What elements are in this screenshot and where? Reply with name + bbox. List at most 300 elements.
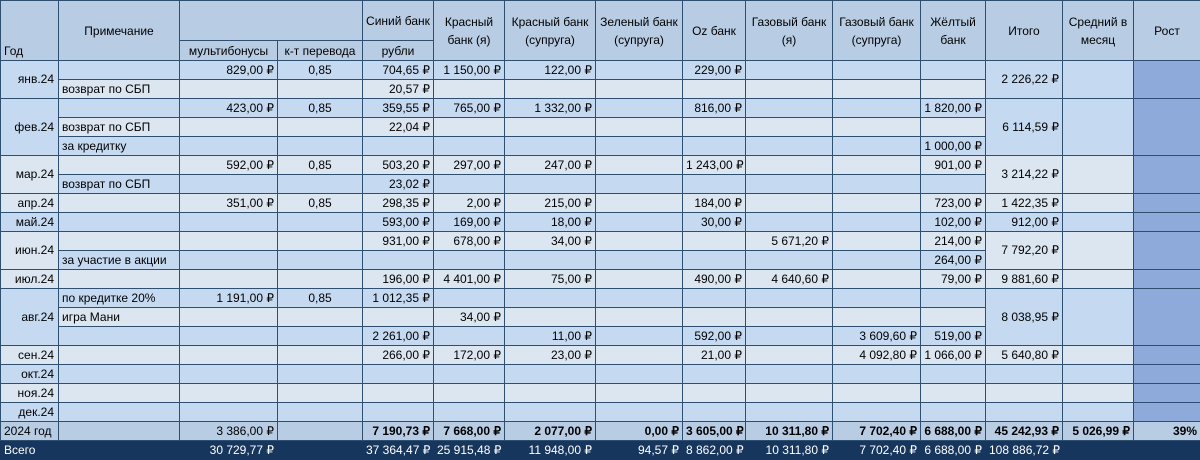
cell[interactable] [180, 346, 278, 365]
cell[interactable] [746, 308, 833, 327]
cell[interactable]: 592,00 ₽ [180, 156, 278, 175]
cell[interactable] [683, 403, 746, 422]
cell[interactable]: 723,00 ₽ [921, 194, 986, 213]
cell[interactable]: 765,00 ₽ [434, 99, 505, 118]
cell[interactable] [986, 403, 1063, 422]
cell[interactable] [434, 118, 505, 137]
header-green-spouse[interactable]: Зеленый банк (супруга) [596, 1, 683, 61]
cell[interactable] [833, 80, 921, 99]
cell[interactable]: 519,00 ₽ [921, 327, 986, 346]
cell[interactable] [278, 232, 363, 251]
cell[interactable] [1063, 441, 1134, 460]
cell[interactable] [596, 80, 683, 99]
note-cell[interactable]: за участие в акции [59, 251, 180, 270]
cell[interactable]: 2,00 ₽ [434, 194, 505, 213]
cell[interactable] [746, 118, 833, 137]
cell[interactable] [833, 118, 921, 137]
cell[interactable] [180, 403, 278, 422]
cell[interactable] [921, 365, 986, 384]
cell[interactable]: 23,02 ₽ [363, 175, 434, 194]
cell[interactable] [596, 251, 683, 270]
cell[interactable]: 34,00 ₽ [434, 308, 505, 327]
cell[interactable] [596, 365, 683, 384]
cell[interactable] [505, 118, 596, 137]
cell[interactable] [278, 346, 363, 365]
cell[interactable] [746, 403, 833, 422]
cell[interactable] [59, 99, 180, 118]
year-yellow[interactable]: 6 688,00 ₽ [921, 422, 986, 441]
cell[interactable] [1063, 232, 1134, 270]
header-note[interactable]: Примечание [59, 1, 180, 61]
total-cell[interactable]: 3 214,22 ₽ [986, 156, 1063, 194]
cell[interactable]: 351,00 ₽ [180, 194, 278, 213]
total-red-spouse[interactable]: 11 948,00 ₽ [505, 441, 596, 460]
cell[interactable] [434, 384, 505, 403]
cell[interactable]: 1 243,00 ₽ [683, 156, 746, 175]
cell[interactable] [833, 403, 921, 422]
cell[interactable]: 0,85 [278, 61, 363, 80]
cell[interactable] [180, 308, 278, 327]
cell[interactable] [278, 213, 363, 232]
growth-cell[interactable] [1134, 156, 1200, 194]
cell[interactable] [833, 384, 921, 403]
note-cell[interactable]: возврат по СБП [59, 175, 180, 194]
cell[interactable] [921, 384, 986, 403]
cell[interactable] [833, 365, 921, 384]
year-avg[interactable]: 5 026,99 ₽ [1063, 422, 1134, 441]
cell[interactable] [505, 175, 596, 194]
cell[interactable]: 829,00 ₽ [180, 61, 278, 80]
cell[interactable]: 592,00 ₽ [683, 327, 746, 346]
year-green[interactable]: 0,00 ₽ [596, 422, 683, 441]
cell[interactable] [434, 365, 505, 384]
cell[interactable] [505, 384, 596, 403]
cell[interactable]: 22,04 ₽ [363, 118, 434, 137]
cell[interactable] [833, 270, 921, 289]
cell[interactable] [596, 194, 683, 213]
cell[interactable] [596, 213, 683, 232]
cell[interactable] [746, 384, 833, 403]
month-cell[interactable]: фев.24 [1, 99, 59, 156]
cell[interactable]: 21,00 ₽ [683, 346, 746, 365]
cell[interactable] [180, 270, 278, 289]
month-cell[interactable]: дек.24 [1, 403, 59, 422]
cell[interactable] [180, 213, 278, 232]
cell[interactable]: 490,00 ₽ [683, 270, 746, 289]
cell[interactable] [746, 99, 833, 118]
cell[interactable] [921, 118, 986, 137]
cell[interactable] [278, 137, 363, 156]
cell[interactable]: 0,85 [278, 156, 363, 175]
cell[interactable] [278, 270, 363, 289]
cell[interactable] [180, 118, 278, 137]
cell[interactable] [1134, 441, 1200, 460]
cell[interactable] [746, 156, 833, 175]
total-cell[interactable]: 9 881,60 ₽ [986, 270, 1063, 289]
cell[interactable]: 931,00 ₽ [363, 232, 434, 251]
year-total[interactable]: 45 242,93 ₽ [986, 422, 1063, 441]
cell[interactable]: 1 066,00 ₽ [921, 346, 986, 365]
total-blue[interactable]: 37 364,47 ₽ [363, 441, 434, 460]
cell[interactable] [59, 384, 180, 403]
cell[interactable] [746, 365, 833, 384]
total-gas-me[interactable]: 10 311,80 ₽ [746, 441, 833, 460]
cell[interactable] [596, 232, 683, 251]
cell[interactable]: 122,00 ₽ [505, 61, 596, 80]
header-gas-me[interactable]: Газовый банк (я) [746, 1, 833, 61]
year-gas-spouse[interactable]: 7 702,40 ₽ [833, 422, 921, 441]
cell[interactable] [363, 137, 434, 156]
cell[interactable] [596, 270, 683, 289]
cell[interactable]: 215,00 ₽ [505, 194, 596, 213]
cell[interactable] [683, 289, 746, 308]
cell[interactable] [596, 289, 683, 308]
cell[interactable]: 5 671,20 ₽ [746, 232, 833, 251]
cell[interactable] [434, 137, 505, 156]
month-cell[interactable]: апр.24 [1, 194, 59, 213]
cell[interactable] [1063, 346, 1134, 365]
growth-cell[interactable] [1134, 403, 1200, 422]
cell[interactable] [59, 194, 180, 213]
cell[interactable] [59, 441, 180, 460]
cell[interactable] [683, 251, 746, 270]
cell[interactable] [278, 327, 363, 346]
cell[interactable]: 1 820,00 ₽ [921, 99, 986, 118]
cell[interactable] [59, 346, 180, 365]
year-red-me[interactable]: 7 668,00 ₽ [434, 422, 505, 441]
cell[interactable] [833, 251, 921, 270]
cell[interactable] [278, 441, 363, 460]
cell[interactable] [596, 346, 683, 365]
cell[interactable] [683, 232, 746, 251]
cell[interactable] [921, 61, 986, 80]
total-green[interactable]: 94,57 ₽ [596, 441, 683, 460]
cell[interactable] [59, 156, 180, 175]
growth-cell[interactable] [1134, 346, 1200, 365]
cell[interactable] [746, 251, 833, 270]
total-cell[interactable]: 6 114,59 ₽ [986, 99, 1063, 156]
cell[interactable]: 298,35 ₽ [363, 194, 434, 213]
cell[interactable] [180, 80, 278, 99]
cell[interactable] [278, 175, 363, 194]
cell[interactable] [363, 251, 434, 270]
year-oz[interactable]: 3 605,00 ₽ [683, 422, 746, 441]
cell[interactable] [596, 118, 683, 137]
header-red-me[interactable]: Красный банк (я) [434, 1, 505, 61]
cell[interactable] [180, 232, 278, 251]
cell[interactable] [746, 289, 833, 308]
header-growth[interactable]: Рост [1134, 1, 1200, 61]
year-label[interactable]: 2024 год [1, 422, 59, 441]
cell[interactable] [59, 365, 180, 384]
cell[interactable] [59, 61, 180, 80]
growth-cell[interactable] [1134, 61, 1200, 99]
total-label[interactable]: Всего [1, 441, 59, 460]
year-multi[interactable]: 3 386,00 ₽ [180, 422, 278, 441]
cell[interactable]: 75,00 ₽ [505, 270, 596, 289]
cell[interactable] [180, 365, 278, 384]
total-oz[interactable]: 8 862,00 ₽ [683, 441, 746, 460]
cell[interactable] [746, 61, 833, 80]
total-cell[interactable]: 2 226,22 ₽ [986, 61, 1063, 99]
header-blue-bank[interactable]: Синий банк [363, 1, 434, 41]
cell[interactable]: 18,00 ₽ [505, 213, 596, 232]
month-cell[interactable]: сен.24 [1, 346, 59, 365]
cell[interactable] [833, 156, 921, 175]
cell[interactable] [596, 137, 683, 156]
note-cell[interactable]: за кредитку [59, 137, 180, 156]
cell[interactable] [833, 308, 921, 327]
growth-cell[interactable] [1134, 270, 1200, 289]
month-cell[interactable]: мар.24 [1, 156, 59, 194]
cell[interactable]: 1 012,35 ₽ [363, 289, 434, 308]
header-yellow[interactable]: Жёлтый банк [921, 1, 986, 61]
month-cell[interactable]: июл.24 [1, 270, 59, 289]
year-gas-me[interactable]: 10 311,80 ₽ [746, 422, 833, 441]
growth-cell[interactable] [1134, 194, 1200, 213]
cell[interactable] [833, 61, 921, 80]
year-red-spouse[interactable]: 2 077,00 ₽ [505, 422, 596, 441]
cell[interactable] [278, 80, 363, 99]
total-cell[interactable]: 5 640,80 ₽ [986, 346, 1063, 365]
month-cell[interactable]: июн.24 [1, 232, 59, 270]
growth-cell[interactable] [1134, 99, 1200, 156]
total-cell[interactable]: 7 792,20 ₽ [986, 232, 1063, 270]
total-cell[interactable]: 8 038,95 ₽ [986, 289, 1063, 346]
cell[interactable] [505, 308, 596, 327]
header-year[interactable]: Год [1, 1, 59, 61]
cell[interactable]: 503,20 ₽ [363, 156, 434, 175]
cell[interactable] [1063, 289, 1134, 346]
cell[interactable]: 1 191,00 ₽ [180, 289, 278, 308]
cell[interactable] [921, 308, 986, 327]
cell[interactable] [683, 384, 746, 403]
cell[interactable]: 184,00 ₽ [683, 194, 746, 213]
cell[interactable] [278, 384, 363, 403]
year-growth[interactable]: 39% [1134, 422, 1200, 441]
header-total[interactable]: Итого [986, 1, 1063, 61]
cell[interactable]: 1 000,00 ₽ [921, 137, 986, 156]
cell[interactable] [683, 80, 746, 99]
cell[interactable]: 1 150,00 ₽ [434, 61, 505, 80]
cell[interactable]: 2 261,00 ₽ [363, 327, 434, 346]
cell[interactable] [1063, 156, 1134, 194]
cell[interactable] [1063, 384, 1134, 403]
cell[interactable]: 23,00 ₽ [505, 346, 596, 365]
cell[interactable] [683, 365, 746, 384]
cell[interactable] [505, 137, 596, 156]
cell[interactable] [434, 251, 505, 270]
cell[interactable] [746, 346, 833, 365]
total-multi[interactable]: 30 729,77 ₽ [180, 441, 278, 460]
cell[interactable]: 297,00 ₽ [434, 156, 505, 175]
cell[interactable] [434, 175, 505, 194]
cell[interactable] [683, 175, 746, 194]
cell[interactable] [1063, 403, 1134, 422]
cell[interactable] [683, 308, 746, 327]
cell[interactable] [505, 365, 596, 384]
cell[interactable] [505, 251, 596, 270]
total-cell[interactable]: 1 422,35 ₽ [986, 194, 1063, 213]
cell[interactable] [683, 137, 746, 156]
cell[interactable] [746, 194, 833, 213]
note-cell[interactable]: возврат по СБП [59, 118, 180, 137]
cell[interactable] [1063, 61, 1134, 99]
cell[interactable] [434, 327, 505, 346]
cell[interactable]: 0,85 [278, 99, 363, 118]
cell[interactable]: 678,00 ₽ [434, 232, 505, 251]
cell[interactable]: 901,00 ₽ [921, 156, 986, 175]
cell[interactable] [596, 175, 683, 194]
cell[interactable] [278, 365, 363, 384]
cell[interactable] [1063, 365, 1134, 384]
cell[interactable]: 4 092,80 ₽ [833, 346, 921, 365]
header-red-spouse[interactable]: Красный банк (супруга) [505, 1, 596, 61]
cell[interactable]: 30,00 ₽ [683, 213, 746, 232]
header-blue-rub[interactable]: рубли [363, 41, 434, 61]
cell[interactable]: 79,00 ₽ [921, 270, 986, 289]
cell[interactable] [1063, 99, 1134, 156]
cell[interactable]: 34,00 ₽ [505, 232, 596, 251]
cell[interactable] [180, 175, 278, 194]
cell[interactable]: 0,85 [278, 289, 363, 308]
month-cell[interactable]: окт.24 [1, 365, 59, 384]
cell[interactable] [683, 118, 746, 137]
cell[interactable] [833, 137, 921, 156]
cell[interactable]: 11,00 ₽ [505, 327, 596, 346]
cell[interactable] [596, 308, 683, 327]
cell[interactable] [596, 327, 683, 346]
growth-cell[interactable] [1134, 213, 1200, 232]
total-cell[interactable]: 912,00 ₽ [986, 213, 1063, 232]
cell[interactable]: 264,00 ₽ [921, 251, 986, 270]
cell[interactable] [833, 213, 921, 232]
cell[interactable]: 1 332,00 ₽ [505, 99, 596, 118]
cell[interactable] [833, 232, 921, 251]
header-gas-spouse[interactable]: Газовый банк (супруга) [833, 1, 921, 61]
cell[interactable] [363, 365, 434, 384]
note-cell[interactable]: возврат по СБП [59, 80, 180, 99]
cell[interactable] [180, 384, 278, 403]
cell[interactable] [434, 80, 505, 99]
cell[interactable]: 4 401,00 ₽ [434, 270, 505, 289]
month-cell[interactable]: май.24 [1, 213, 59, 232]
cell[interactable]: 816,00 ₽ [683, 99, 746, 118]
cell[interactable] [1063, 213, 1134, 232]
cell[interactable]: 169,00 ₽ [434, 213, 505, 232]
cell[interactable] [278, 118, 363, 137]
cell[interactable]: 704,65 ₽ [363, 61, 434, 80]
cell[interactable] [59, 403, 180, 422]
cell[interactable] [363, 308, 434, 327]
note-cell[interactable]: по кредитке 20% [59, 289, 180, 308]
cell[interactable]: 102,00 ₽ [921, 213, 986, 232]
cell[interactable]: 0,85 [278, 194, 363, 213]
cell[interactable] [746, 213, 833, 232]
growth-cell[interactable] [1134, 384, 1200, 403]
cell[interactable] [505, 80, 596, 99]
cell[interactable] [59, 213, 180, 232]
header-multi[interactable]: мультибонусы [180, 41, 278, 61]
header-avg[interactable]: Средний в месяц [1063, 1, 1134, 61]
cell[interactable]: 3 609,60 ₽ [833, 327, 921, 346]
cell[interactable] [363, 403, 434, 422]
total-gas-spouse[interactable]: 7 702,40 ₽ [833, 441, 921, 460]
cell[interactable] [434, 403, 505, 422]
cell[interactable]: 20,57 ₽ [363, 80, 434, 99]
cell[interactable] [278, 422, 363, 441]
total-red-me[interactable]: 25 915,48 ₽ [434, 441, 505, 460]
growth-cell[interactable] [1134, 365, 1200, 384]
cell[interactable]: 229,00 ₽ [683, 61, 746, 80]
cell[interactable]: 593,00 ₽ [363, 213, 434, 232]
cell[interactable] [278, 403, 363, 422]
cell[interactable] [833, 194, 921, 213]
cell[interactable] [596, 61, 683, 80]
cell[interactable] [505, 289, 596, 308]
year-blue[interactable]: 7 190,73 ₽ [363, 422, 434, 441]
header-coef[interactable]: к-т перевода [278, 41, 363, 61]
cell[interactable] [746, 137, 833, 156]
cell[interactable] [596, 384, 683, 403]
cell[interactable] [746, 175, 833, 194]
note-cell[interactable]: игра Мани [59, 308, 180, 327]
cell[interactable] [59, 422, 180, 441]
cell[interactable] [180, 137, 278, 156]
month-cell[interactable]: авг.24 [1, 289, 59, 346]
cell[interactable] [278, 308, 363, 327]
cell[interactable] [921, 175, 986, 194]
cell[interactable] [278, 251, 363, 270]
cell[interactable] [986, 384, 1063, 403]
month-cell[interactable]: янв.24 [1, 61, 59, 99]
cell[interactable] [921, 403, 986, 422]
cell[interactable]: 247,00 ₽ [505, 156, 596, 175]
cell[interactable] [59, 270, 180, 289]
cell[interactable]: 423,00 ₽ [180, 99, 278, 118]
cell[interactable]: 214,00 ₽ [921, 232, 986, 251]
cell[interactable] [180, 251, 278, 270]
cell[interactable] [833, 289, 921, 308]
cell[interactable]: 196,00 ₽ [363, 270, 434, 289]
cell[interactable] [363, 384, 434, 403]
cell[interactable] [434, 289, 505, 308]
cell[interactable] [986, 365, 1063, 384]
total-yellow[interactable]: 6 688,00 ₽ [921, 441, 986, 460]
cell[interactable] [1063, 194, 1134, 213]
cell[interactable] [596, 156, 683, 175]
cell[interactable] [746, 80, 833, 99]
header-oz[interactable]: Oz банк [683, 1, 746, 61]
growth-cell[interactable] [1134, 232, 1200, 270]
cell[interactable]: 4 640,60 ₽ [746, 270, 833, 289]
cell[interactable] [59, 232, 180, 251]
cell[interactable] [921, 80, 986, 99]
month-cell[interactable]: ноя.24 [1, 384, 59, 403]
header-blank[interactable] [180, 1, 363, 41]
cell[interactable] [746, 327, 833, 346]
cell[interactable] [505, 403, 596, 422]
growth-cell[interactable] [1134, 289, 1200, 346]
cell[interactable]: 266,00 ₽ [363, 346, 434, 365]
cell[interactable] [1063, 270, 1134, 289]
cell[interactable]: 359,55 ₽ [363, 99, 434, 118]
cell[interactable]: 172,00 ₽ [434, 346, 505, 365]
cell[interactable] [833, 175, 921, 194]
cell[interactable] [596, 403, 683, 422]
cell[interactable] [59, 327, 180, 346]
cell[interactable] [596, 99, 683, 118]
